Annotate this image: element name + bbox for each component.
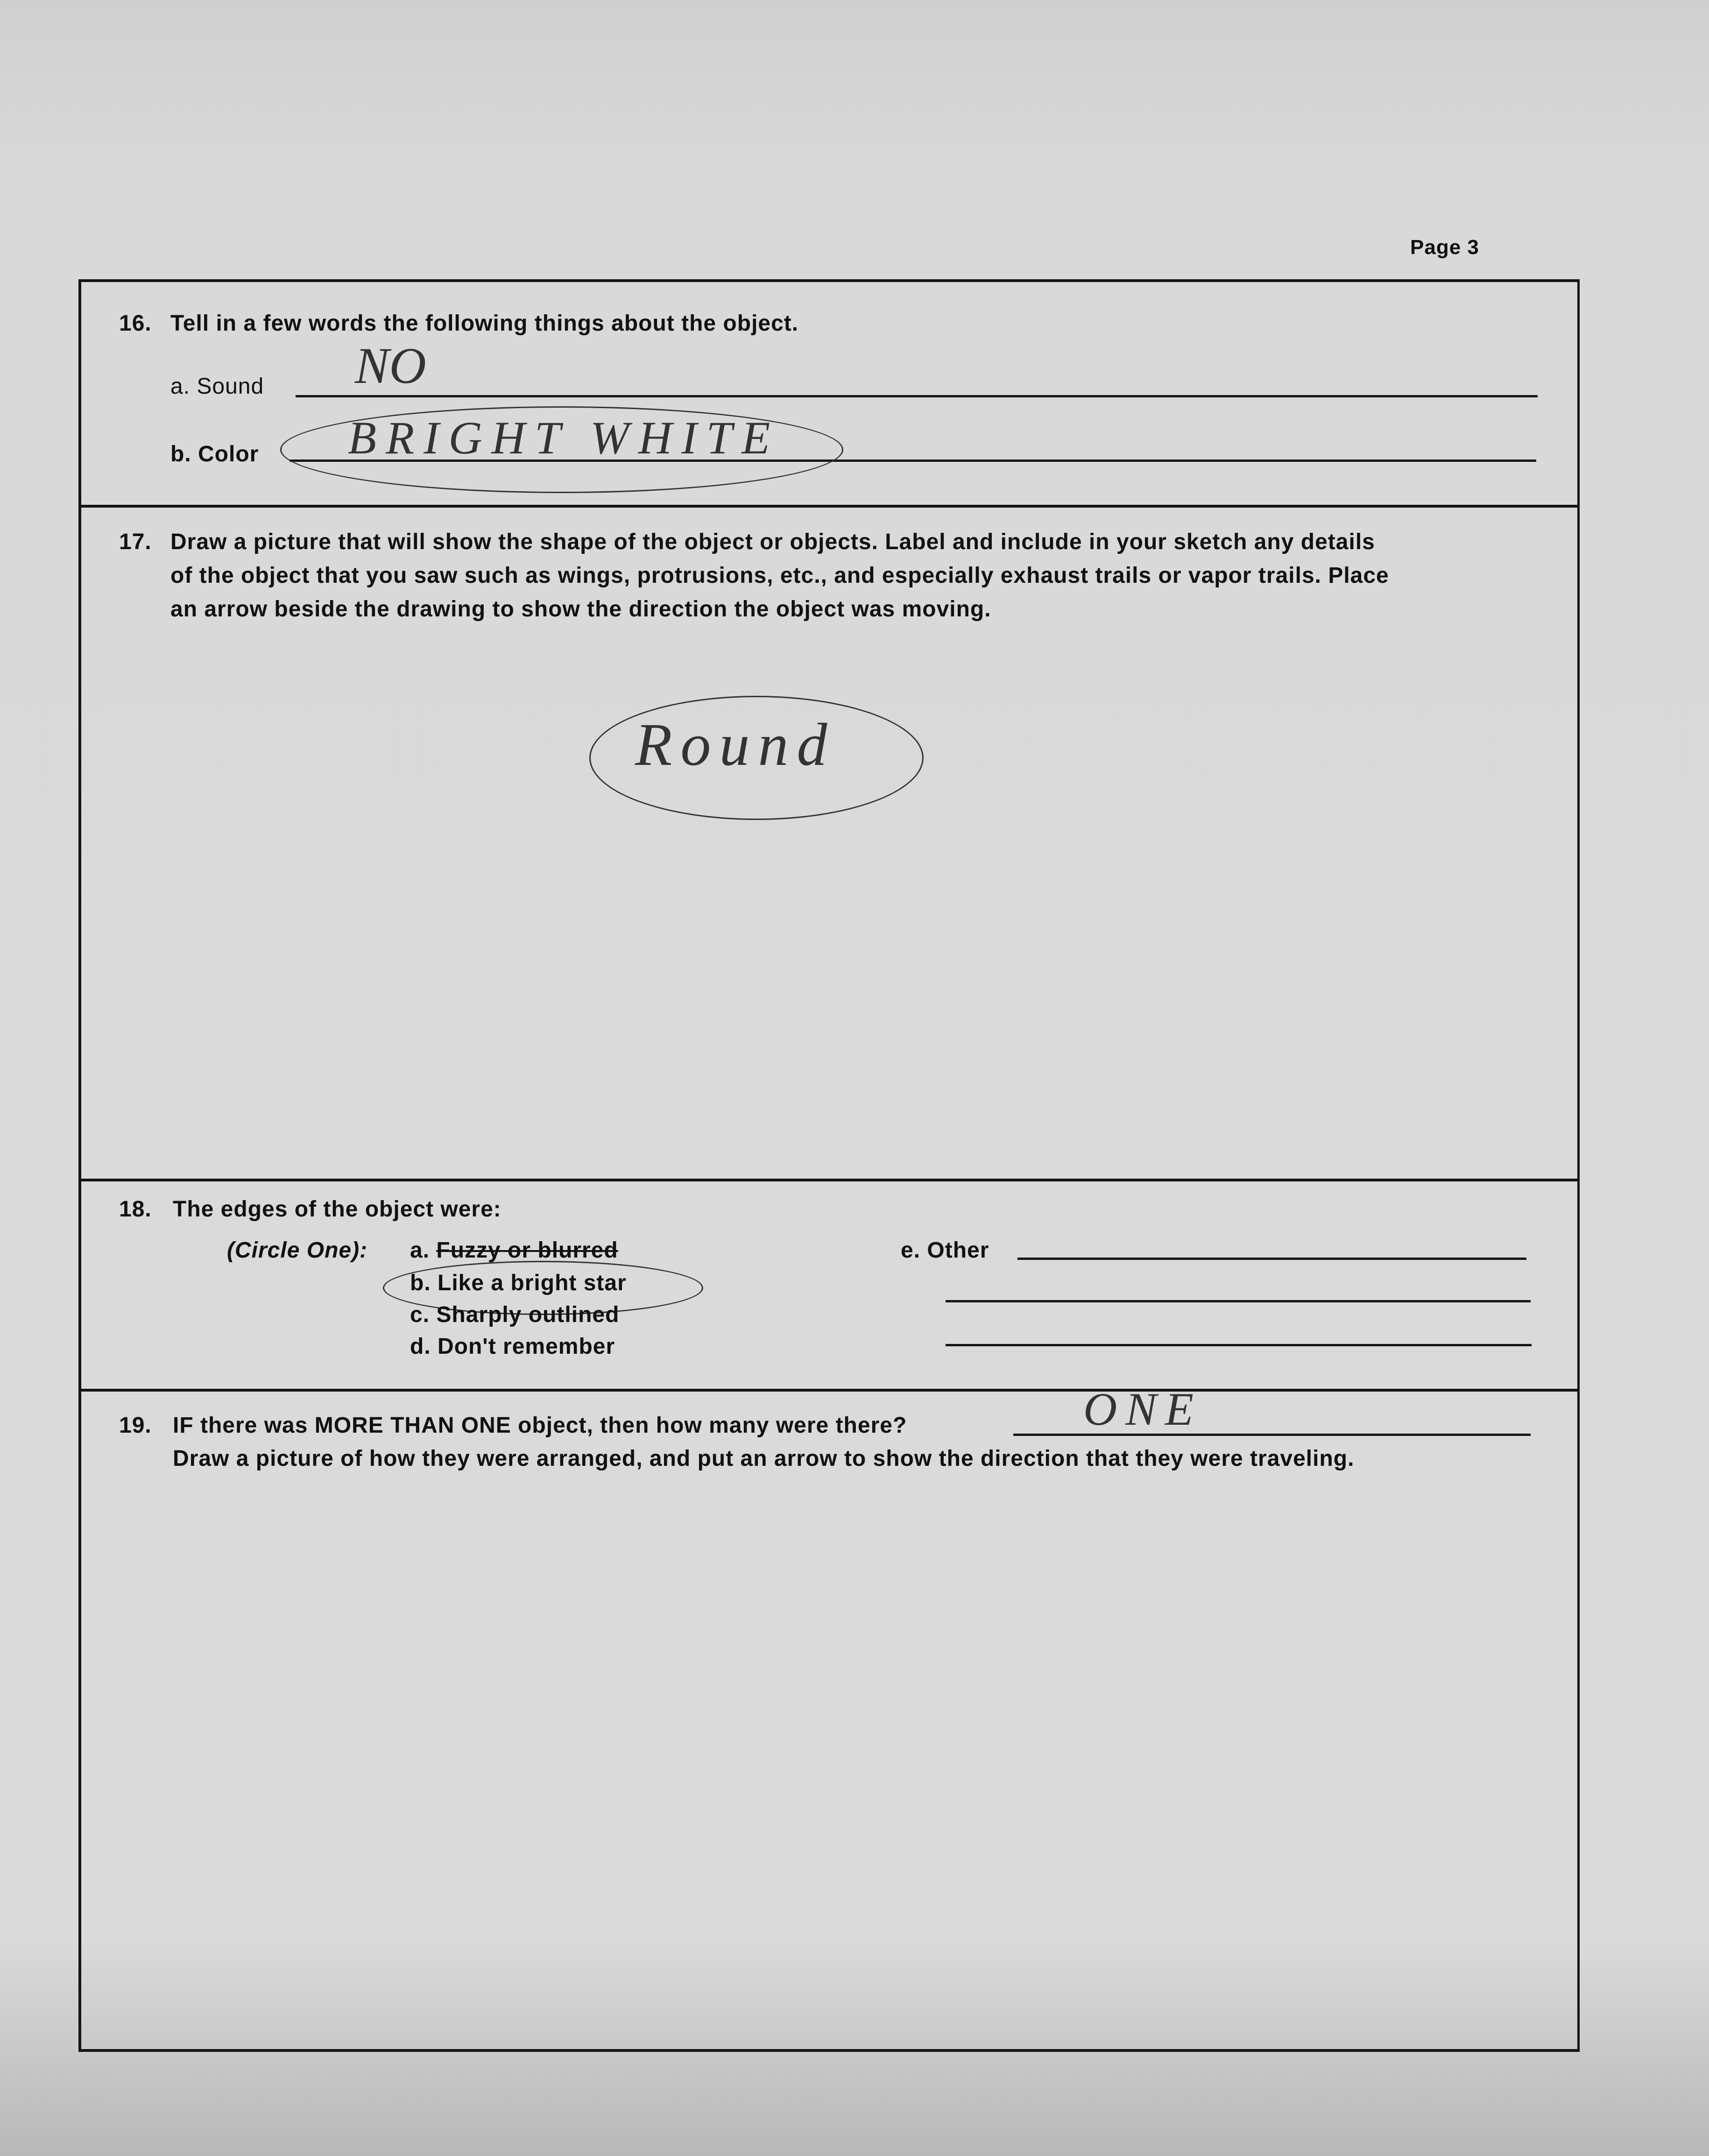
option-d-label: Don't remember <box>438 1334 615 1359</box>
option-b-letter: b. <box>410 1271 431 1295</box>
divider-16-17 <box>78 505 1577 508</box>
q18-number: 18. <box>119 1197 152 1222</box>
page-number: Page 3 <box>1410 236 1479 259</box>
q17-line-2: of the object that you saw such as wings, protrusions, etc., and especially exhaust trails or vapor trails. Place <box>170 563 1389 588</box>
other-field-line-2[interactable] <box>946 1300 1531 1302</box>
option-a[interactable] <box>410 1237 618 1263</box>
color-label: b. Color <box>170 442 259 467</box>
option-c-label: Sharply outlined <box>436 1302 620 1327</box>
option-a-letter: a. <box>410 1238 430 1263</box>
q19-line-1: IF there was MORE THAN ONE object, then how many were there? <box>173 1413 907 1438</box>
q16-text: Tell in a few words the following things about the object. <box>170 311 799 336</box>
color-answer: BRIGHT WHITE <box>348 412 780 464</box>
q18-text: The edges of the object were: <box>173 1197 501 1222</box>
object-count-answer: ONE <box>1083 1383 1202 1435</box>
q16-number: 16. <box>119 311 152 336</box>
color-answer-circle <box>280 406 843 493</box>
q17-line-1: Draw a picture that will show the shape of the object or objects. Label and include in your sketch any details <box>170 530 1375 554</box>
other-label: e. Other <box>901 1238 989 1263</box>
q19-line-2: Draw a picture of how they were arranged, and put an arrow to show the direction that they were traveling. <box>173 1446 1355 1471</box>
option-d[interactable] <box>410 1334 615 1359</box>
sound-label: a. Sound <box>170 374 264 399</box>
option-d-letter: d. <box>410 1334 431 1359</box>
q17-line-3: an arrow beside the drawing to show the direction the object was moving. <box>170 597 991 622</box>
other-field-line-1[interactable] <box>1017 1258 1526 1260</box>
sound-field[interactable] <box>296 395 1538 397</box>
option-c[interactable] <box>410 1302 619 1328</box>
option-b-label: Like a bright star <box>438 1271 627 1295</box>
other-field-line-3[interactable] <box>946 1344 1532 1346</box>
option-a-label: Fuzzy or blurred <box>436 1238 618 1263</box>
option-c-letter: c. <box>410 1302 430 1327</box>
q17-number: 17. <box>119 530 152 554</box>
divider-17-18 <box>78 1179 1577 1181</box>
divider-18-19 <box>78 1389 1577 1392</box>
q19-number: 19. <box>119 1413 152 1438</box>
shape-answer: Round <box>635 711 836 778</box>
circle-one-instruction: (Circle One): <box>227 1238 368 1263</box>
sound-answer: NO <box>355 337 426 394</box>
